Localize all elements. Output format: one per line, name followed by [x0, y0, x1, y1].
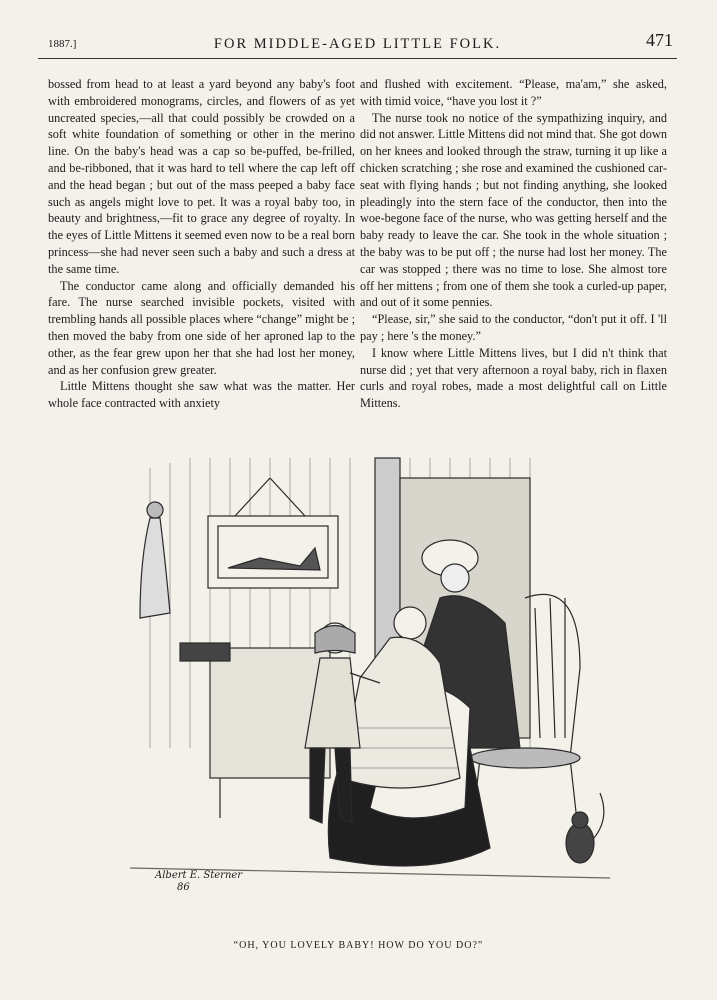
- paragraph: Little Mittens thought she saw what was the matter. Her whole face contracted with anxiety: [48, 379, 355, 411]
- right-column: [360, 76, 667, 412]
- header-title: FOR MIDDLE-AGED LITTLE FOLK.: [213, 36, 502, 52]
- paragraph: and flushed with excitement. “Please, ma'am,” she asked, with timid voice, “have you lost it ?”: [360, 77, 667, 108]
- framed-picture: [208, 516, 338, 588]
- hanging-cloak: [140, 518, 170, 618]
- signature-year: 86: [177, 882, 190, 893]
- signature-name: Albert E. Sterner: [155, 870, 243, 881]
- paragraph: The nurse took no notice of the sympathizing inquiry, and did not answer. Little Mittens did not mind that. She got down on her knees and looked through the straw, turning it up like a chicken scratching ; she rose and examined the cushioned car-seat with flying hands ; but not finding anything, she looked pleadingly into the stern face of the conductor, then into the woe-begone face of the nurse, who was getting herself and the baby ready to leave the car. She took in the whole situation ; the baby was to be put off ; the nurse had lost her money. The car was stopped ; there was no time to lose. She almost tore off her mittens ; from one of them she took a curled-up paper, and out of it some pennies.: [360, 110, 667, 310]
- cat-figure: [566, 793, 604, 863]
- page-number: 471: [646, 30, 673, 50]
- illustration-caption: “OH, YOU LOVELY BABY! HOW DO YOU DO?”: [233, 940, 484, 951]
- paragraph: bossed from head to at least a yard beyond any baby's foot with embroidered monograms, circles, and flowers of as yet uncreated species,—all that could possibly be crowded on a soft white foundation of something or other in the merino line. On the baby's head was a cap so be-puffed, be-frilled, and be-ribboned, that it was hard to tell where the cap left off and the head began ; but out of the mass peeped a baby face such as angels might love to pet. It was a royal baby too, in beauty and brightness,—fit to grace any degree of royalty. In the eyes of Little Mittens it seemed even now to be a real born princess—she had never seen such a baby and such a dress at the same time.: [48, 77, 355, 276]
- paragraph: “Please, sir,” she said to the conductor, “don't put it off. I 'll pay ; here 's the money.”: [360, 312, 667, 343]
- artist-signature: [155, 870, 242, 894]
- paragraph: I know where Little Mittens lives, but I did n't think that nurse did ; yet that very afternoon a royal baby, rich in flaxen curls and royal robes, made a most delightful call on Little Mittens.: [360, 345, 667, 411]
- running-head: [38, 30, 677, 59]
- paragraph: The conductor came along and officially demanded his fare. The nurse searched invisible pockets, visited with trembling hands all possible places where “change” might be ; then moved the baby from one side of her aproned lap to the other, as the fear grew upon her that she had lost her money, and as her confusion grew greater.: [48, 278, 355, 377]
- engraving-illustration: [110, 448, 610, 918]
- left-column: [48, 76, 355, 412]
- header-date: 1887.]: [48, 38, 77, 50]
